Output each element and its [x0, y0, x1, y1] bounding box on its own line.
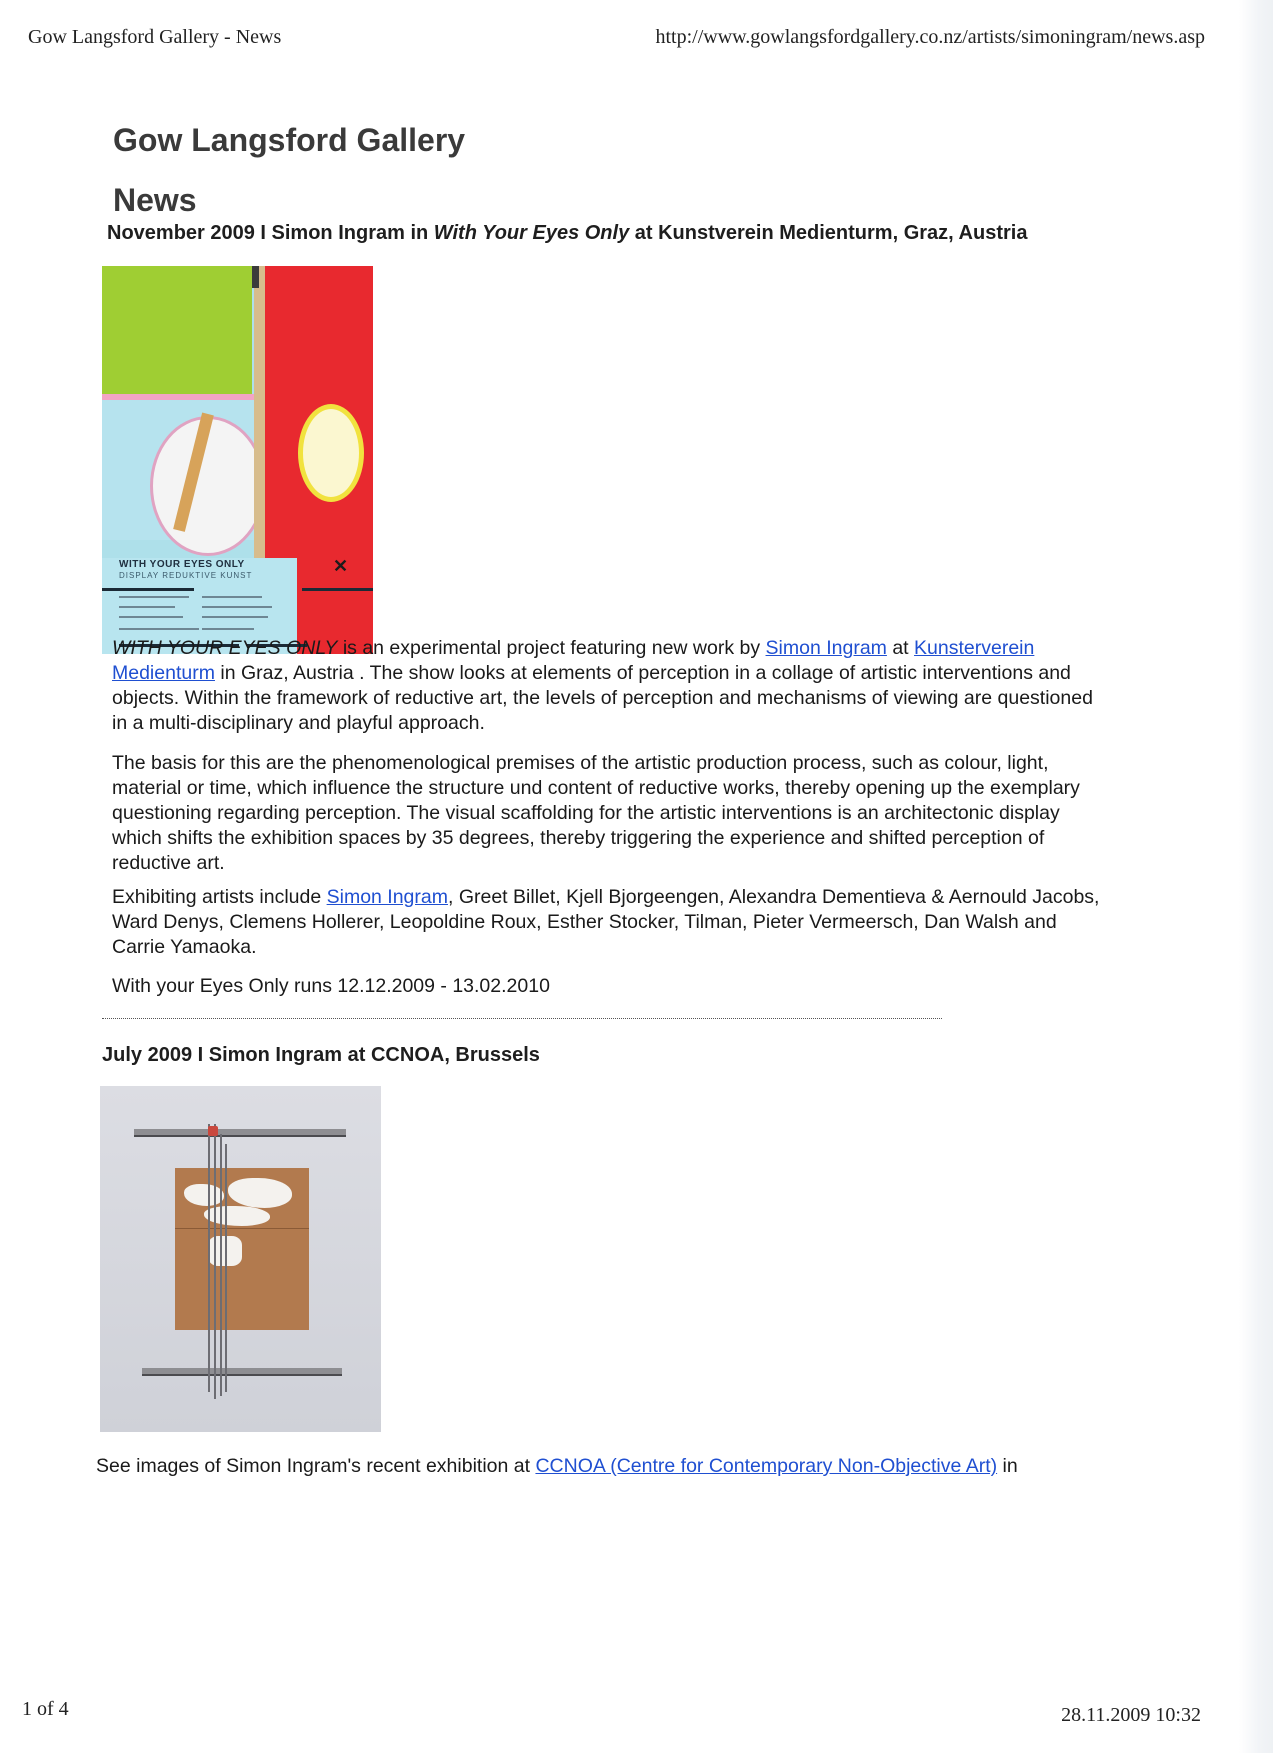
paragraph-italic: WITH YOUR EYES ONLY	[112, 637, 338, 659]
print-header-url: http://www.gowlangsfordgallery.co.nz/artists/simoningram/news.asp	[655, 26, 1205, 48]
news-item-heading	[107, 222, 1027, 245]
poster-title: WITH YOUR EYES ONLY	[119, 559, 245, 570]
news-item-paragraph: See images of Simon Ingram's recent exhibition at CCNOA (Centre for Contemporary Non-Objective Art) in	[96, 1455, 1018, 1477]
section-divider	[102, 1018, 942, 1019]
heading-prefix: November 2009 I Simon Ingram in	[107, 222, 434, 244]
print-header-title: Gow Langsford Gallery - News	[28, 26, 282, 48]
poster-subtitle: DISPLAY REDUKTIVE KUNST	[119, 571, 253, 580]
print-footer-page: 1 of 4	[22, 1698, 69, 1720]
news-item-heading: July 2009 I Simon Ingram at CCNOA, Brussels	[102, 1044, 540, 1066]
news-item-paragraph: WITH YOUR EYES ONLY is an experimental project featuring new work by Simon Ingram at Kunsterverein Medienturm in Graz, Austria . The show looks at elements of perception in a collage of artistic interventions and objects. Within the framework of reductive art, the levels of perception and mechanisms of viewing are questioned in a multi-disciplinary and playful approach.	[112, 637, 1093, 734]
link-simon-ingram[interactable]: Simon Ingram	[765, 637, 887, 659]
section-title: News	[113, 182, 197, 218]
link-ccnoa[interactable]: CCNOA (Centre for Contemporary Non-Objective Art)	[535, 1455, 998, 1477]
poster-logo-icon: ✕	[333, 556, 349, 576]
news-item-paragraph: The basis for this are the phenomenological premises of the artistic production process, such as colour, light, material or time, which influence the structure und content of reductive works, thereby opening up the exemplary questioning regarding perception. The visual scaffolding for the artistic interventions is an architectonic display which shifts the exhibition spaces by 35 degrees, thereby triggering the experience and shifted perception of reductive art.	[112, 752, 1080, 874]
print-footer-datetime: 28.11.2009 10:32	[1061, 1704, 1201, 1726]
exhibition-poster-image	[102, 266, 373, 654]
heading-italic: With Your Eyes Only	[433, 222, 630, 244]
link-simon-ingram-artists[interactable]: Simon Ingram	[326, 886, 448, 908]
link-kunstverein-medienturm[interactable]: Kunsterverein Medienturm	[112, 637, 1035, 684]
site-title: Gow Langsford Gallery	[113, 122, 466, 158]
news-item-dates: With your Eyes Only runs 12.12.2009 - 13.02.2010	[112, 975, 550, 997]
artwork-photo-image	[100, 1086, 381, 1432]
scan-edge	[1239, 0, 1273, 1753]
news-item-paragraph: Exhibiting artists include Simon Ingram, Greet Billet, Kjell Bjorgeengen, Alexandra Dementieva & Aernould Jacobs, Ward Denys, Clemens Hollerer, Leopoldine Roux, Esther Stocker, Tilman, Pieter Vermeersch, Dan Walsh and Carrie Yamaoka.	[112, 886, 1100, 958]
heading-suffix: at Kunstverein Medienturm, Graz, Austria	[629, 222, 1028, 244]
